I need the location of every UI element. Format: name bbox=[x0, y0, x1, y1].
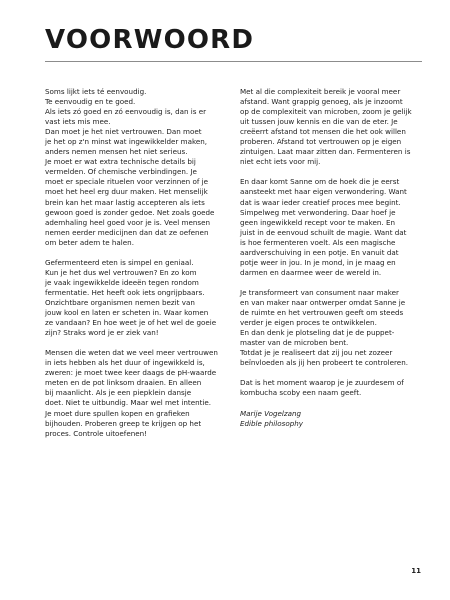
text-line: afstand. Want grappig genoeg, als je inzoomt bbox=[240, 97, 403, 107]
title-divider bbox=[45, 61, 422, 62]
text-line: nemen eerder medicijnen dan dat ze oefenen bbox=[45, 227, 209, 237]
text-line: Dat is het moment waarop je je zuurdesem of bbox=[240, 378, 404, 388]
text-line: ze vandaan? En hoe weet je of het wel de goeie bbox=[45, 318, 217, 328]
text-line: vermelden. Of chemische verbindingen. Je bbox=[45, 167, 197, 177]
text-line: Met al die complexiteit bereik je vooral meer bbox=[240, 87, 401, 96]
text-line: ademhaling heel goed voor je is. Veel mensen bbox=[45, 217, 211, 227]
body-paragraph bbox=[240, 87, 418, 167]
text-line: verder je eigen proces te ontwikkelen. bbox=[240, 318, 377, 328]
text-line: Onzichtbare organismen nemen bezit van bbox=[45, 297, 195, 307]
body-paragraph bbox=[240, 177, 418, 277]
body-paragraph bbox=[240, 288, 418, 368]
text-line: Je moet dure spullen kopen en grafieken bbox=[45, 408, 190, 418]
text-line: anders nemen mensen het niet serieus. bbox=[45, 147, 188, 157]
text-line: de ruimte en het vertrouwen geeft om steeds bbox=[240, 308, 404, 318]
body-paragraph bbox=[45, 87, 223, 248]
text-line: zweren: je moet twee keer daags de pH-waarde bbox=[45, 368, 217, 378]
text-line: geen ingewikkeld recept voor te maken. En bbox=[240, 217, 396, 227]
text-line: in iets hebben als het duur of ingewikkeld is, bbox=[45, 358, 205, 368]
text-line: Simpelweg met verwondering. Daar hoef je bbox=[240, 207, 396, 217]
text-line: proces. Controle uitoefenen! bbox=[45, 428, 148, 438]
text-line: aardverschuiving in een potje. En vanuit dat bbox=[240, 247, 399, 257]
text-line: dat is waar ieder creatief proces mee begint. bbox=[240, 197, 401, 207]
text-line: moet het heel erg duur maken. Het menselijk bbox=[45, 187, 208, 197]
text-line: Als iets zó goed en zó eenvoudig is, dan is er bbox=[45, 107, 207, 117]
text-line: uit tussen jouw kennis en die van de eter. Je bbox=[240, 117, 398, 127]
text-line: kombucha scoby een naam geeft. bbox=[240, 388, 362, 398]
text-line: om beter adem te halen. bbox=[45, 237, 134, 247]
text-line: En daar komt Sanne om de hoek die je eerst bbox=[240, 177, 400, 187]
page-number: 11 bbox=[411, 567, 421, 575]
text-line: jouw kool en laten er scheten in. Waar komen bbox=[45, 308, 209, 318]
text-line: darmen en daarmee weer de wereld in. bbox=[240, 267, 382, 277]
body-paragraph bbox=[45, 348, 223, 438]
text-line: en van maker naar ontwerper omdat Sanne je bbox=[240, 297, 406, 307]
page-title: VOORWOORD bbox=[45, 25, 255, 55]
author-role: Edible philosophy bbox=[240, 418, 303, 428]
left-text-column bbox=[45, 87, 223, 439]
text-line: doet. Niet te uitbundig. Maar wel met intentie. bbox=[45, 398, 212, 408]
text-line: bijhouden. Proberen greep te krijgen op het bbox=[45, 418, 202, 428]
text-line: zijn? Straks word je er ziek van! bbox=[45, 328, 159, 338]
text-line: fermentatie. Het heeft ook iets ongrijpbaars. bbox=[45, 287, 205, 297]
text-line: meten en de pot linksom draaien. En alleen bbox=[45, 378, 202, 388]
text-line: gewoon goed is zonder gedoe. Net zoals goede bbox=[45, 207, 215, 217]
text-line: zintuigen. Laat maar zitten dan. Fermenteren is bbox=[240, 147, 411, 157]
author-name: Marije Vogelzang bbox=[240, 408, 302, 418]
text-line: Kun je het dus wel vertrouwen? En zo kom bbox=[45, 267, 197, 277]
text-line: Te eenvoudig en te goed. bbox=[45, 97, 136, 107]
text-line: bij maanlicht. Als je een piepklein dansje bbox=[45, 388, 192, 398]
text-line: Dan moet je het niet vertrouwen. Dan moet bbox=[45, 127, 202, 137]
text-line: creëerrt afstand tot mensen die het ook willen bbox=[240, 127, 406, 137]
text-line: Je moet er wat extra technische details bij bbox=[45, 157, 196, 167]
text-line: vast iets mis mee. bbox=[45, 117, 111, 127]
text-line: op de complexiteit van microben, zoom je gelijk bbox=[240, 107, 412, 117]
body-paragraph bbox=[240, 378, 418, 398]
text-line: Mensen die weten dat we veel meer vertrouwen bbox=[45, 348, 218, 358]
text-line: potje weer in jou. In je mond, in je maag en bbox=[240, 257, 396, 267]
text-line: En dan denk je plotseling dat je de puppet- bbox=[240, 328, 395, 338]
text-line: je het op z'n minst wat ingewikkelder maken, bbox=[45, 137, 208, 147]
text-line: master van de microben bent. bbox=[240, 338, 349, 348]
text-line: moet er speciale rituelen voor verzinnen of je bbox=[45, 177, 209, 187]
text-line: je vaak ingewikkelde ideeën tegen rondom bbox=[45, 277, 199, 287]
text-line: juist in de eenvoud schuilt de magie. Want dat bbox=[240, 227, 407, 237]
text-line: Gefermenteerd eten is simpel en geniaal. bbox=[45, 257, 194, 267]
text-line: Totdat je je realiseert dat zij jou net zozeer bbox=[240, 348, 393, 358]
text-line: beïnvloeden als jij hen probeert te controleren. bbox=[240, 358, 408, 368]
text-line: Soms lijkt iets té eenvoudig. bbox=[45, 87, 147, 96]
author-signature bbox=[240, 409, 418, 429]
body-paragraph bbox=[45, 258, 223, 338]
text-line: proberen. Afstand tot vertrouwen op je eigen bbox=[240, 137, 402, 147]
text-line: is hoe fermenteren voelt. Als een magische bbox=[240, 237, 396, 247]
right-text-column bbox=[240, 87, 418, 429]
text-line: niet echt iets voor mij. bbox=[240, 157, 321, 167]
text-line: brein kan het maar lastig accepteren als iets bbox=[45, 197, 205, 207]
text-line: Je transformeert van consument naar maker bbox=[240, 287, 399, 297]
text-line: aansteekt met haar eigen verwondering. Want bbox=[240, 187, 407, 197]
